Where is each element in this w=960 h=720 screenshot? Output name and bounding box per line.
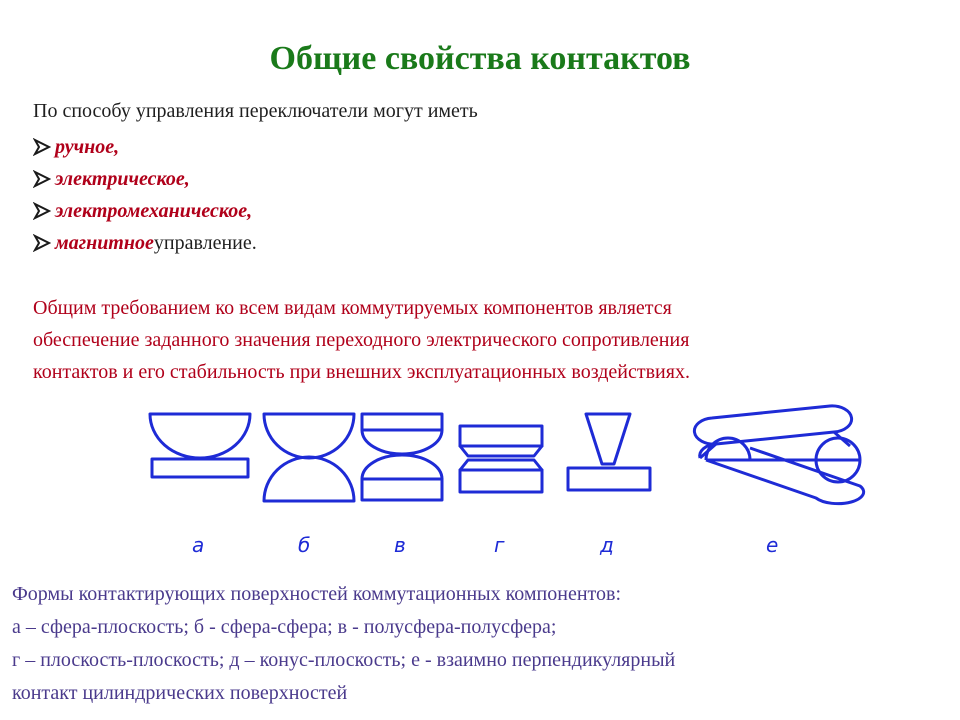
shape-e-perpendicular-cylinders bbox=[694, 406, 863, 504]
bullet-emphasis: ручное, bbox=[55, 135, 120, 158]
bullet-emphasis: электрическое, bbox=[55, 167, 190, 190]
caption-line: контакт цилиндрических поверхностей bbox=[12, 682, 348, 704]
caption-line: г – плоскость-плоскость; д – конус-плоскость; е - взаимно перпендикулярный bbox=[12, 649, 676, 671]
figure-label-v: в bbox=[394, 533, 406, 557]
arrow-bullet-icon bbox=[33, 202, 51, 220]
list-item bbox=[33, 131, 257, 163]
list-item bbox=[33, 163, 257, 195]
control-types-list bbox=[33, 131, 257, 259]
arrow-bullet-icon bbox=[33, 234, 51, 252]
arrow-bullet-icon bbox=[33, 138, 51, 156]
shape-g-plane-plane bbox=[460, 426, 542, 492]
requirement-line: контактов и его стабильность при внешних эксплуатационных воздействиях. bbox=[33, 361, 690, 383]
bullet-rest: управление. bbox=[153, 231, 257, 254]
list-item bbox=[33, 195, 257, 227]
list-item bbox=[33, 227, 257, 259]
caption-line: Формы контактирующих поверхностей коммутационных компонентов: bbox=[12, 583, 622, 605]
requirement-line: Общим требованием ко всем видам коммутируемых компонентов является bbox=[33, 297, 672, 319]
figure-caption bbox=[12, 578, 952, 710]
shape-v-hemisphere-hemisphere bbox=[362, 414, 442, 500]
bullet-emphasis: электромеханическое, bbox=[55, 199, 253, 222]
bullet-emphasis: магнитное bbox=[55, 231, 154, 254]
shape-d-cone-plane bbox=[568, 414, 650, 490]
figure-label-e: е bbox=[766, 533, 779, 557]
figure-label-a: а bbox=[192, 533, 205, 557]
requirement-line: обеспечение заданного значения переходного электрического сопротивления bbox=[33, 329, 690, 351]
intro-text: По способу управления переключатели могут иметь bbox=[33, 100, 478, 122]
shape-b-sphere-sphere bbox=[264, 414, 354, 501]
requirement-paragraph bbox=[33, 292, 943, 388]
contact-shapes-figure bbox=[0, 398, 960, 568]
arrow-bullet-icon bbox=[33, 170, 51, 188]
shape-a-sphere-plane bbox=[150, 414, 250, 477]
caption-line: а – сфера-плоскость; б - сфера-сфера; в - полусфера-полусфера; bbox=[12, 616, 557, 638]
figure-label-g: г bbox=[494, 533, 505, 557]
figure-label-b: б bbox=[298, 533, 311, 557]
figure-label-d: д bbox=[600, 533, 614, 557]
page-title: Общие свойства контактов bbox=[269, 40, 691, 77]
